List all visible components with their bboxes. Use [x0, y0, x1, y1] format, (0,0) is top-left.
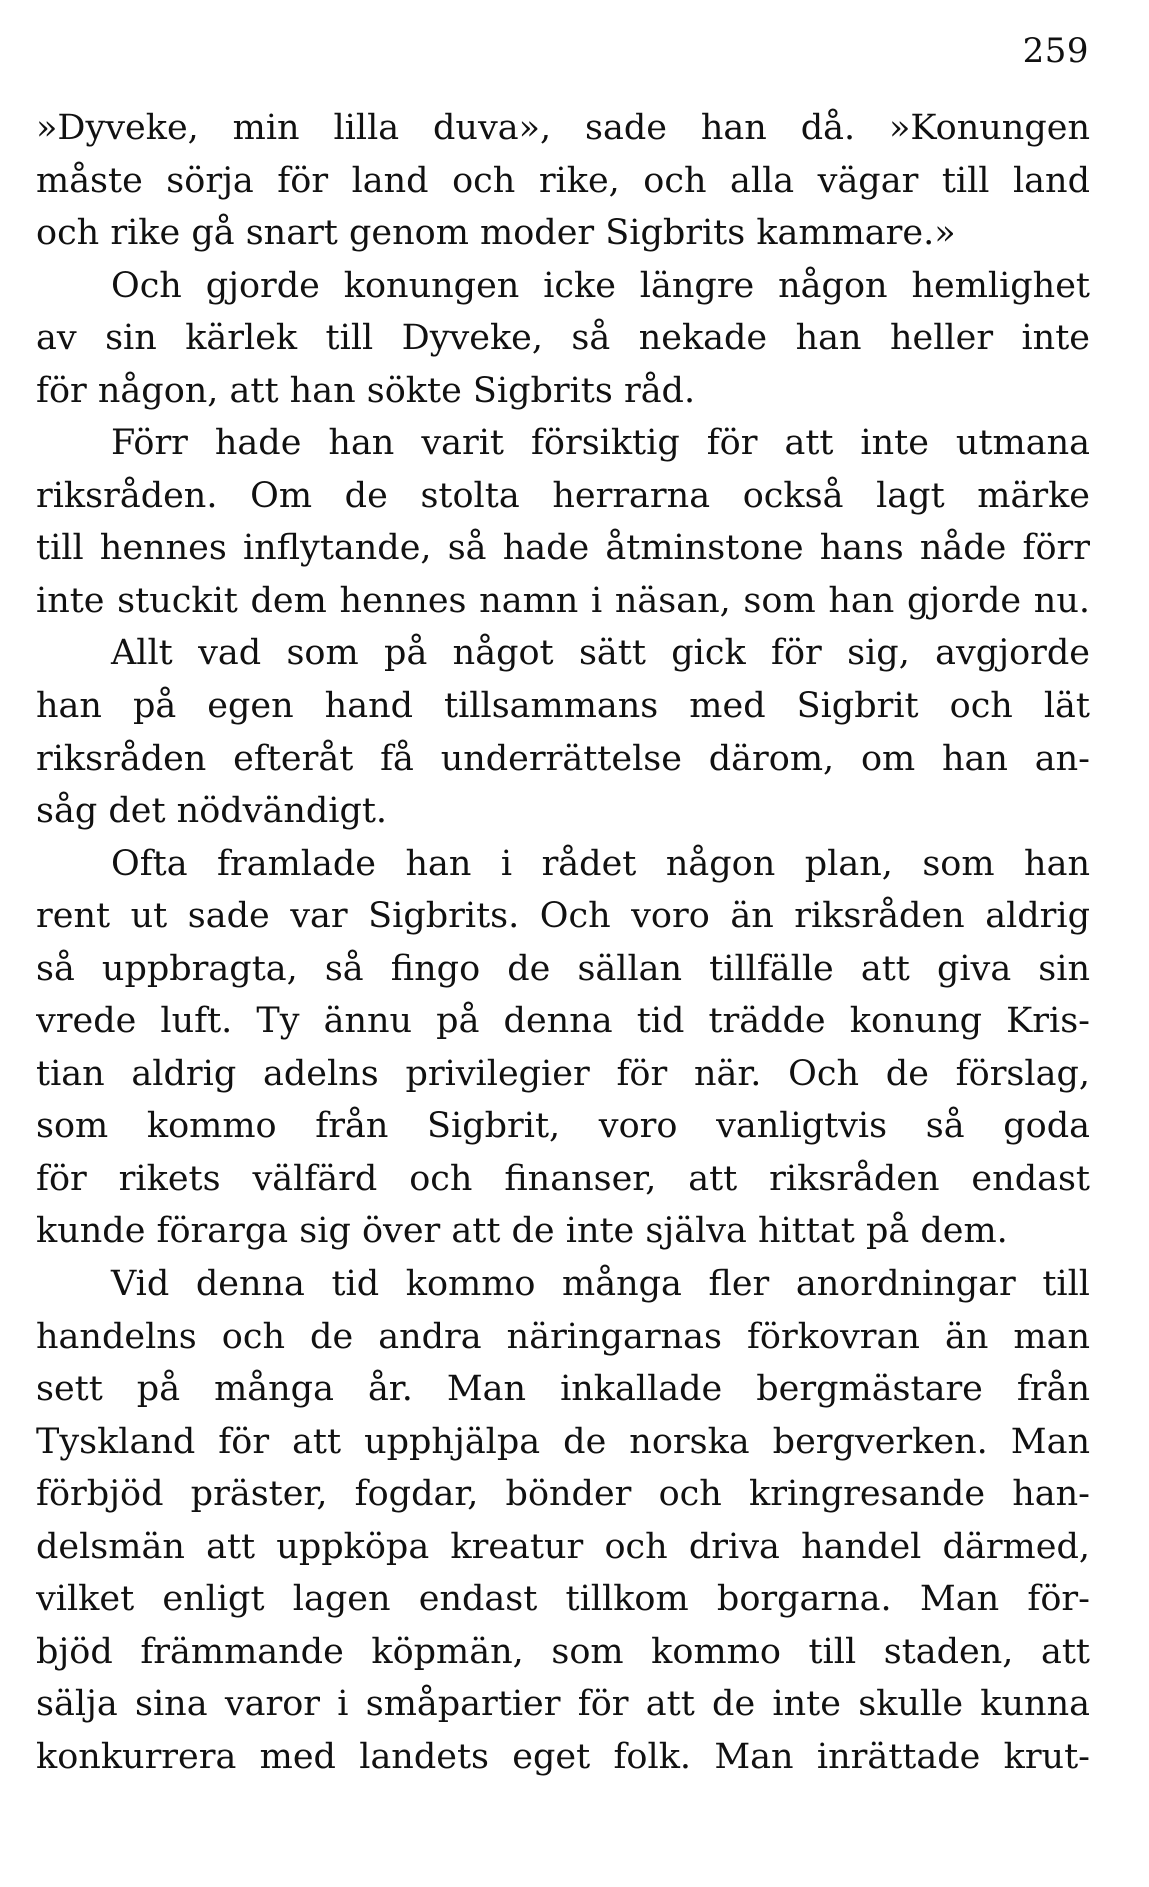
text-line: tian aldrig adelns privilegier för när. Och de förslag, — [36, 1053, 1090, 1094]
text-line: Tyskland för att upphjälpa de norska bergverken. Man — [36, 1421, 1090, 1462]
text-line: konkurrera med landets eget folk. Man inrättade krut- — [36, 1736, 1090, 1777]
text-line: och rike gå snart genom moder Sigbrits kammare.» — [36, 213, 956, 254]
text-line: han på egen hand tillsammans med Sigbrit och lät — [36, 686, 1090, 727]
text-line: Ofta framlade han i rådet någon plan, som han — [111, 843, 1090, 884]
text-line: vilket enligt lagen endast tillkom borgarna. Man för- — [36, 1579, 1090, 1620]
text-line: sett på många år. Man inkallade bergmästare från — [36, 1369, 1090, 1410]
text-line: handelns och de andra näringarnas förkovran än man — [36, 1316, 1090, 1357]
text-line: för någon, att han sökte Sigbrits råd. — [36, 370, 696, 411]
text-line: måste sörja för land och rike, och alla vägar till land — [36, 160, 1090, 201]
text-line: av sin kärlek till Dyveke, så nekade han heller inte — [36, 318, 1090, 359]
text-line: delsmän att uppköpa kreatur och driva handel därmed, — [36, 1526, 1090, 1567]
text-line: så uppbragta, så fingo de sällan tillfälle att giva sin — [36, 948, 1090, 989]
text-line: rent ut sade var Sigbrits. Och voro än riksråden aldrig — [36, 896, 1090, 937]
text-line: Förr hade han varit försiktig för att inte utmana — [111, 423, 1090, 464]
text-line: »Dyveke, min lilla duva», sade han då. »Konungen — [36, 108, 1090, 148]
text-line: Vid denna tid kommo många fler anordningar till — [111, 1264, 1090, 1305]
body-text — [36, 102, 1090, 1784]
text-line: till hennes inflytande, så hade åtminstone hans nåde förr — [36, 528, 1090, 569]
text-line: riksråden efteråt få underrättelse därom, om han an- — [36, 738, 1090, 779]
text-line: för rikets välfärd och finanser, att riksråden endast — [36, 1158, 1090, 1199]
page-number: 259 — [1022, 31, 1089, 71]
text-line: kunde förarga sig över att de inte själva hittat på dem. — [36, 1211, 1008, 1252]
text-line: såg det nödvändigt. — [36, 791, 388, 832]
text-line: riksråden. Om de stolta herrarna också lagt märke — [36, 475, 1090, 516]
text-line: Och gjorde konungen icke längre någon hemlighet — [111, 265, 1090, 306]
text-line: sälja sina varor i småpartier för att de inte skulle kunna — [36, 1684, 1090, 1725]
text-line: vrede luft. Ty ännu på denna tid trädde konung Kris- — [36, 1001, 1090, 1042]
text-line: bjöd främmande köpmän, som kommo till staden, att — [36, 1631, 1090, 1672]
text-line: inte stuckit dem hennes namn i näsan, som han gjorde nu. — [36, 580, 1090, 621]
text-line: Allt vad som på något sätt gick för sig, avgjorde — [111, 633, 1090, 674]
text-line: som kommo från Sigbrit, voro vanligtvis så goda — [36, 1106, 1090, 1147]
text-line: förbjöd präster, fogdar, bönder och kringresande han- — [36, 1474, 1090, 1515]
